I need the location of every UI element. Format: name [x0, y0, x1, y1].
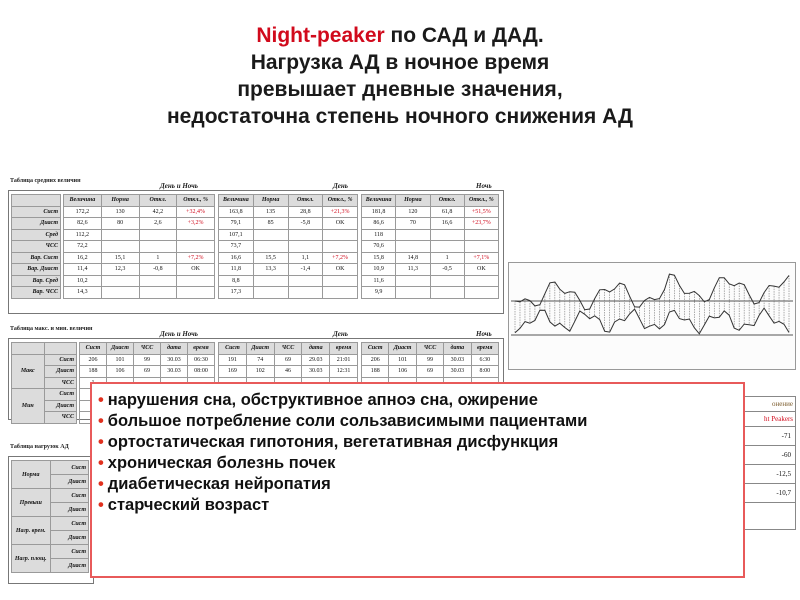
table-cell: 61,8: [430, 206, 464, 218]
table-row: [219, 241, 358, 253]
table-row: [64, 241, 215, 253]
title-line-2: Нагрузка АД в ночное время: [250, 51, 550, 74]
table-cell: [288, 275, 323, 287]
table-row: [12, 354, 77, 366]
causes-box: [90, 382, 745, 578]
table-row: [362, 264, 499, 276]
table-row: [219, 229, 358, 241]
title-line-3: превышает дневные значения,: [237, 78, 563, 101]
night-peakers-table: [738, 396, 796, 530]
table-cell: [177, 275, 215, 287]
table-row: [64, 252, 215, 264]
table-cell: [288, 241, 323, 253]
table-row: [12, 218, 61, 230]
maxmin-section-day: День: [333, 330, 348, 338]
table-cell: 85: [253, 218, 288, 230]
table-row: [64, 218, 215, 230]
table-row: [64, 229, 215, 241]
row-label: Диаст: [44, 400, 77, 412]
column-header: дата: [302, 343, 330, 355]
group-label: Нагр. площ.: [12, 545, 51, 573]
cause-item: [98, 453, 737, 474]
row-label: Диаст: [50, 559, 89, 573]
table-cell: -0,5: [430, 264, 464, 276]
table-cell: 11,3: [396, 264, 430, 276]
table-cell: 1,1: [288, 252, 323, 264]
table-cell: 82,6: [64, 218, 102, 230]
column-header: ЧСС: [134, 343, 161, 355]
table-cell: 70,6: [362, 241, 396, 253]
table-cell: 28,8: [288, 206, 323, 218]
table-cell: +7,2%: [323, 252, 358, 264]
table-cell: [430, 287, 464, 299]
table-row: [64, 206, 215, 218]
table-cell: 16,6: [219, 252, 254, 264]
table-cell: [464, 229, 498, 241]
column-header: время: [330, 343, 358, 355]
row-label: ЧСС: [12, 241, 61, 253]
row-label: Сист: [50, 461, 89, 475]
table-cell: 172,2: [64, 206, 102, 218]
row-label: Сист: [50, 489, 89, 503]
night-peakers-value: -10,7: [739, 484, 795, 503]
night-peakers-value: -60: [739, 446, 795, 465]
group-label: Нагр. врем.: [12, 517, 51, 545]
mean-table-day-night: [63, 194, 215, 299]
header-row: [219, 195, 358, 207]
table-cell: +23,7%: [464, 218, 498, 230]
table-cell: [323, 275, 358, 287]
table-cell: 169: [219, 366, 247, 378]
mean-table-night: [361, 194, 499, 299]
maxmin-table-caption: Таблица макс. и мин. величин: [10, 326, 93, 332]
table-cell: 112,2: [64, 229, 102, 241]
table-row: [12, 389, 77, 401]
table-cell: [396, 241, 430, 253]
cause-item: [98, 411, 737, 432]
table-cell: 30.03: [444, 366, 471, 378]
table-cell: 206: [362, 354, 389, 366]
table-cell: 102: [246, 366, 274, 378]
table-cell: 14,8: [396, 252, 430, 264]
maxmin-row-labels: [11, 342, 77, 424]
column-header: ЧСС: [416, 343, 443, 355]
table-cell: 15,8: [362, 252, 396, 264]
table-row: [362, 229, 499, 241]
table-cell: [177, 241, 215, 253]
table-cell: [101, 241, 139, 253]
table-cell: 11,4: [64, 264, 102, 276]
table-cell: 12:31: [330, 366, 358, 378]
row-label: ЧСС: [44, 377, 77, 389]
night-peakers-label: ht Peakers: [739, 412, 795, 427]
column-header: ЧСС: [274, 343, 302, 355]
load-row-labels: [11, 460, 89, 573]
table-cell: [253, 287, 288, 299]
table-row: [219, 206, 358, 218]
table-cell: [253, 229, 288, 241]
row-label: Вар. Диаст: [12, 264, 61, 276]
table-cell: [139, 275, 177, 287]
table-cell: 73,7: [219, 241, 254, 253]
group-label: Мин: [12, 389, 45, 424]
table-row: [12, 252, 61, 264]
table-cell: 188: [362, 366, 389, 378]
table-cell: OK: [177, 264, 215, 276]
table-row: [64, 275, 215, 287]
table-cell: 69: [134, 366, 161, 378]
column-header: Диаст: [389, 343, 416, 355]
table-cell: OK: [464, 264, 498, 276]
header-cell: [12, 343, 45, 355]
table-cell: +3,2%: [177, 218, 215, 230]
table-row: [219, 366, 358, 378]
cause-text: диабетическая нейропатия: [107, 475, 331, 493]
table-row: [12, 461, 89, 475]
table-row: [362, 354, 499, 366]
table-cell: OK: [323, 218, 358, 230]
bullet-icon: •: [98, 496, 104, 514]
row-label: Сист: [50, 545, 89, 559]
cause-text: старческий возраст: [107, 496, 270, 514]
header-row: [362, 195, 499, 207]
slide-title: [0, 22, 800, 130]
table-cell: 188: [80, 366, 107, 378]
night-peakers-value: -12,5: [739, 465, 795, 484]
table-cell: 120: [396, 206, 430, 218]
table-cell: [101, 229, 139, 241]
table-cell: 118: [362, 229, 396, 241]
table-cell: 130: [101, 206, 139, 218]
table-cell: 46: [274, 366, 302, 378]
bp-profile-chart: [508, 262, 796, 370]
table-cell: [430, 241, 464, 253]
mean-section-day: День: [333, 182, 348, 190]
table-cell: 86,6: [362, 218, 396, 230]
table-row: [12, 287, 61, 299]
table-cell: 15,1: [101, 252, 139, 264]
maxmin-section-night: Ночь: [476, 330, 492, 338]
column-header: Сист: [362, 343, 389, 355]
table-cell: 163,8: [219, 206, 254, 218]
row-label: Сист: [12, 206, 61, 218]
table-cell: 14,3: [64, 287, 102, 299]
column-header: Сист: [80, 343, 107, 355]
mean-row-labels: [11, 194, 61, 299]
cause-item: [98, 495, 737, 516]
table-cell: [464, 287, 498, 299]
table-cell: 1: [139, 252, 177, 264]
table-row: [219, 275, 358, 287]
table-cell: [396, 229, 430, 241]
table-cell: -0,8: [139, 264, 177, 276]
table-cell: 191: [219, 354, 247, 366]
maxmin-section-day-night: День и Ночь: [160, 330, 199, 338]
table-row: [362, 366, 499, 378]
table-row: [219, 264, 358, 276]
column-header: Величина: [219, 195, 254, 207]
table-cell: [177, 287, 215, 299]
row-label: Сист: [50, 517, 89, 531]
column-header: Откл., %: [323, 195, 358, 207]
column-header: Норма: [101, 195, 139, 207]
header-row: [219, 343, 358, 355]
table-row: [12, 517, 89, 531]
table-cell: 79,1: [219, 218, 254, 230]
row-label: Вар. Сред: [12, 275, 61, 287]
column-header: Откл.: [288, 195, 323, 207]
table-cell: 69: [416, 366, 443, 378]
bullet-icon: •: [98, 454, 104, 472]
table-cell: 101: [389, 354, 416, 366]
column-header: Диаст: [246, 343, 274, 355]
table-cell: [139, 229, 177, 241]
table-cell: 11,8: [219, 264, 254, 276]
column-header: Норма: [396, 195, 430, 207]
table-cell: [323, 229, 358, 241]
header-row: [80, 343, 215, 355]
table-cell: -5,8: [288, 218, 323, 230]
table-cell: 101: [107, 354, 134, 366]
table-cell: [430, 229, 464, 241]
table-row: [12, 206, 61, 218]
title-highlight: Night-peaker: [256, 24, 385, 47]
column-header: Откл., %: [464, 195, 498, 207]
table-row: [362, 252, 499, 264]
table-cell: 8:00: [471, 366, 498, 378]
table-row: [80, 366, 215, 378]
table-cell: 1: [430, 252, 464, 264]
title-line-1: [0, 22, 800, 49]
table-row: [12, 264, 61, 276]
table-cell: 107,1: [219, 229, 254, 241]
table-row: [12, 545, 89, 559]
column-header: Откл., %: [177, 195, 215, 207]
table-cell: [253, 241, 288, 253]
table-cell: [101, 275, 139, 287]
table-cell: 206: [80, 354, 107, 366]
table-cell: +51,5%: [464, 206, 498, 218]
group-label: Превыш: [12, 489, 51, 517]
table-cell: 2,6: [139, 218, 177, 230]
group-label: Норма: [12, 461, 51, 489]
mean-section-day-night: День и Ночь: [160, 182, 199, 190]
table-cell: +21,3%: [323, 206, 358, 218]
table-cell: 99: [134, 354, 161, 366]
table-cell: 69: [274, 354, 302, 366]
table-cell: [177, 229, 215, 241]
table-row: [12, 275, 61, 287]
header-row: [64, 195, 215, 207]
table-cell: [288, 287, 323, 299]
header-cell: [44, 343, 77, 355]
table-row: [362, 206, 499, 218]
header-cell: [12, 195, 61, 207]
table-cell: -1,4: [288, 264, 323, 276]
row-label: Диаст: [44, 366, 77, 378]
row-label: Сред: [12, 229, 61, 241]
night-peakers-value: -71: [739, 427, 795, 446]
cause-text: нарушения сна, обструктивное апноэ сна, ожирение: [107, 391, 538, 409]
table-cell: 9,9: [362, 287, 396, 299]
mean-section-night: Ночь: [476, 182, 492, 190]
row-label: Вар. ЧСС: [12, 287, 61, 299]
table-row: [80, 354, 215, 366]
table-cell: OK: [323, 264, 358, 276]
cause-text: большое потребление соли сользависимыми пациентами: [107, 412, 588, 430]
bullet-icon: •: [98, 475, 104, 493]
table-row: [12, 241, 61, 253]
table-row: [362, 218, 499, 230]
table-cell: 16,6: [430, 218, 464, 230]
table-cell: 30.03: [161, 354, 188, 366]
column-header: дата: [161, 343, 188, 355]
row-label: Диаст: [50, 531, 89, 545]
column-header: Откл.: [430, 195, 464, 207]
table-cell: [288, 229, 323, 241]
table-cell: 99: [416, 354, 443, 366]
systolic-trace: [515, 274, 789, 310]
table-cell: 106: [389, 366, 416, 378]
cause-item: [98, 432, 737, 453]
table-cell: 135: [253, 206, 288, 218]
table-cell: 08:00: [188, 366, 215, 378]
row-label: Сист: [44, 389, 77, 401]
row-label: Диаст: [50, 503, 89, 517]
bp-profile-svg: [509, 263, 795, 369]
table-cell: [101, 287, 139, 299]
table-row: [64, 264, 215, 276]
group-label: Макс: [12, 354, 45, 389]
table-cell: 16,2: [64, 252, 102, 264]
table-row: [12, 489, 89, 503]
load-table-caption: Таблица нагрузок АД: [10, 444, 69, 450]
table-cell: +7,2%: [177, 252, 215, 264]
table-cell: 30.03: [444, 354, 471, 366]
table-row: [362, 275, 499, 287]
table-cell: 8,8: [219, 275, 254, 287]
table-cell: [139, 287, 177, 299]
table-cell: 10,9: [362, 264, 396, 276]
column-header: Норма: [253, 195, 288, 207]
column-header: Диаст: [107, 343, 134, 355]
table-cell: 6:30: [471, 354, 498, 366]
table-row: [219, 252, 358, 264]
table-cell: 06:30: [188, 354, 215, 366]
night-peakers-header: онение: [739, 397, 795, 412]
row-label: ЧСС: [44, 412, 77, 424]
table-cell: [464, 241, 498, 253]
column-header: Величина: [362, 195, 396, 207]
table-row: [12, 229, 61, 241]
table-cell: 30.03: [161, 366, 188, 378]
table-cell: +32,4%: [177, 206, 215, 218]
table-cell: 13,3: [253, 264, 288, 276]
table-cell: [396, 275, 430, 287]
table-cell: 74: [246, 354, 274, 366]
column-header: дата: [444, 343, 471, 355]
column-header: время: [188, 343, 215, 355]
table-cell: [139, 241, 177, 253]
table-cell: [430, 275, 464, 287]
column-header: Откл.: [139, 195, 177, 207]
row-label: Диаст: [50, 475, 89, 489]
row-label: Сист: [44, 354, 77, 366]
cause-text: хроническая болезнь почек: [107, 454, 336, 472]
column-header: Величина: [64, 195, 102, 207]
column-header: время: [471, 343, 498, 355]
table-cell: [323, 287, 358, 299]
table-cell: 106: [107, 366, 134, 378]
mean-table-day: [218, 194, 358, 299]
table-cell: 70: [396, 218, 430, 230]
table-row: [219, 354, 358, 366]
cause-item: [98, 390, 737, 411]
row-label: Вар. Сист: [12, 252, 61, 264]
mean-table-caption: Таблица средних величин: [10, 178, 81, 184]
row-label: Диаст: [12, 218, 61, 230]
column-header: Сист: [219, 343, 247, 355]
table-cell: 30.03: [302, 366, 330, 378]
bullet-icon: •: [98, 433, 104, 451]
table-cell: 12,3: [101, 264, 139, 276]
table-cell: [323, 241, 358, 253]
table-cell: 72,2: [64, 241, 102, 253]
bullet-icon: •: [98, 391, 104, 409]
table-cell: [464, 275, 498, 287]
table-row: [219, 287, 358, 299]
table-cell: 42,2: [139, 206, 177, 218]
table-row: [64, 287, 215, 299]
cause-text: ортостатическая гипотония, вегетативная дисфункция: [107, 433, 559, 451]
diastolic-trace: [515, 308, 789, 334]
table-cell: 29.03: [302, 354, 330, 366]
table-cell: [253, 275, 288, 287]
table-cell: 21:01: [330, 354, 358, 366]
table-cell: +7,1%: [464, 252, 498, 264]
bullet-icon: •: [98, 412, 104, 430]
cause-item: [98, 474, 737, 495]
table-cell: 11,6: [362, 275, 396, 287]
table-cell: 15,5: [253, 252, 288, 264]
table-cell: 17,3: [219, 287, 254, 299]
header-row: [362, 343, 499, 355]
table-cell: 10,2: [64, 275, 102, 287]
table-cell: 181,8: [362, 206, 396, 218]
title-line-4: недостаточна степень ночного снижения АД: [167, 105, 633, 128]
table-row: [219, 218, 358, 230]
table-cell: [396, 287, 430, 299]
table-row: [362, 241, 499, 253]
table-row: [362, 287, 499, 299]
title-line-1-rest: по САД и ДАД.: [384, 24, 544, 47]
table-cell: 80: [101, 218, 139, 230]
